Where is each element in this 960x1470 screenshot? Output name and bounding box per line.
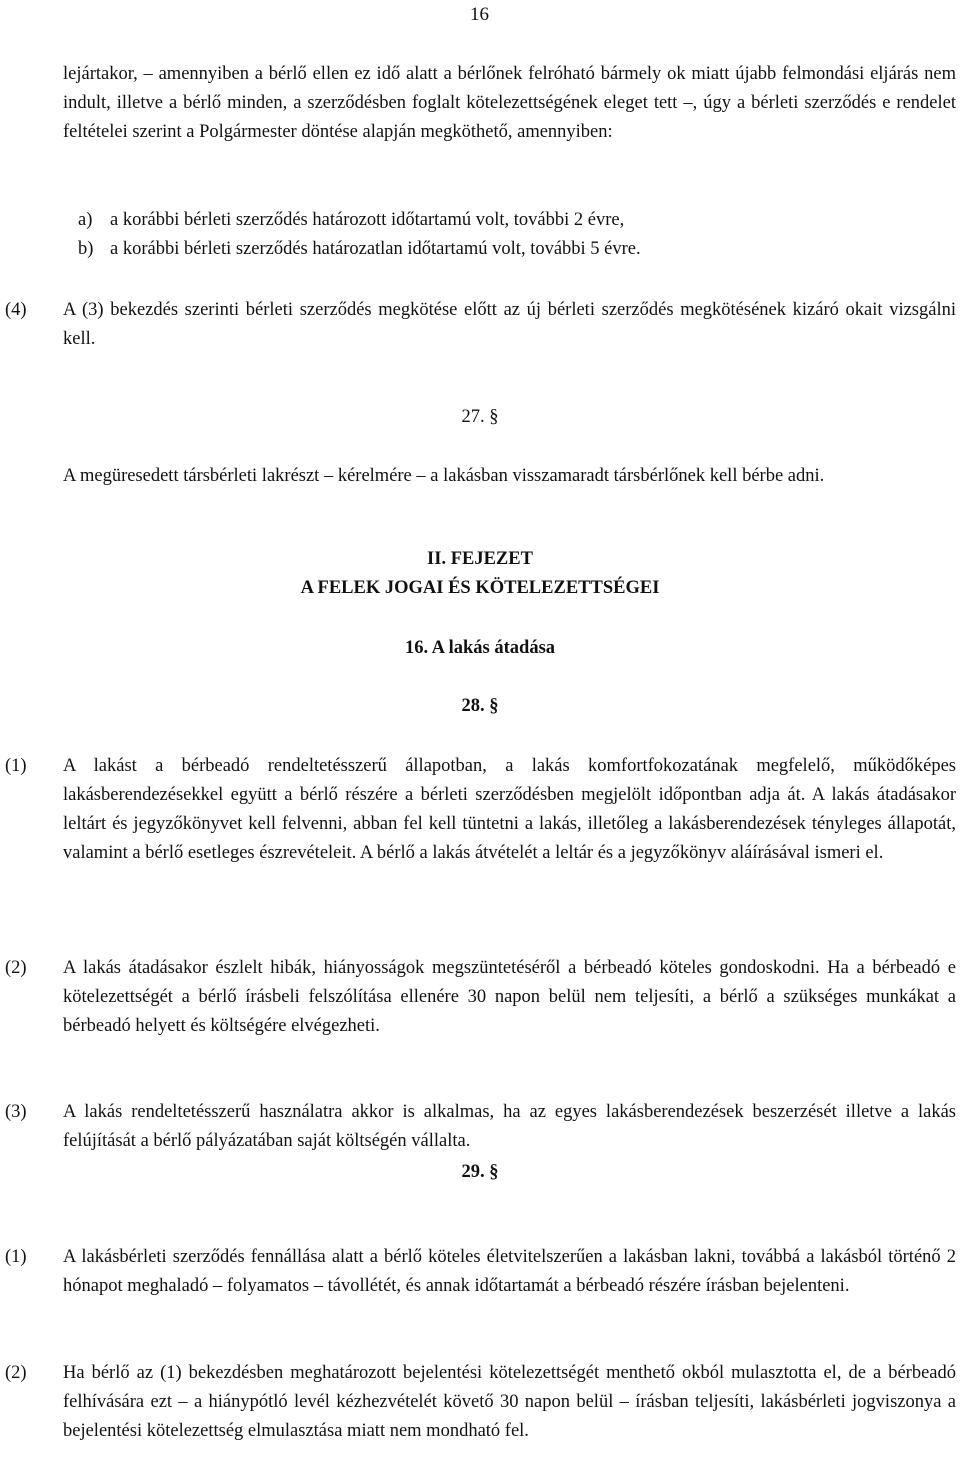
section-27-heading: 27. § <box>461 407 499 427</box>
chapter-number: II. FEJEZET <box>427 549 533 569</box>
paragraph-text: A lakás átadásakor észlelt hibák, hiányosságok megszüntetéséről a bérbeadó köteles gondoskodni. Ha a bérbeadó e kötelezettségét a bérlő írásbeli felszólítása ellenére 30 napon belül nem teljesíti, a bérlő a szükséges munkákat a bérbeadó helyett és költségére elvégezheti. <box>63 958 956 1036</box>
chapter-subtitle: 16. A lakás átadása <box>404 638 556 658</box>
paragraph-number: (2) <box>5 1363 27 1383</box>
intro-paragraph: lejártakor, – amennyiben a bérlő ellen ez idő alatt a bérlőnek felróható bármely ok miatt újabb felmondási eljárás nem indult, illetve a bérlő minden, a szerződésben foglalt kötelezettségének eleget tett –, úgy a bérleti szerződés e rendelet feltételei szerint a Polgármester döntése alapján megköthető, amennyiben: <box>63 64 956 142</box>
paragraph-number: (2) <box>5 958 27 978</box>
paragraph-number: (1) <box>5 756 27 776</box>
paragraph-text: A lakásbérleti szerződés fennállása alatt a bérlő köteles életvitelszerűen a lakásban lakni, továbbá a lakásból történő 2 hónapot meghaladó – folyamatos – távollétét, és annak időtartamát a bérbeadó részére írásban bejelenteni. <box>63 1247 956 1296</box>
paragraph-text: A (3) bekezdés szerinti bérleti szerződés megkötése előtt az új bérleti szerződés megkötésének kizáró okait vizsgálni kell. <box>63 300 956 349</box>
section-28-paragraph-2 <box>5 954 956 1041</box>
list-marker: a) <box>78 210 93 230</box>
list-item <box>78 235 641 264</box>
chapter-title: A FELEK JOGAI ÉS KÖTELEZETTSÉGEI <box>300 578 660 598</box>
section-28-paragraph-3 <box>5 1098 956 1156</box>
paragraph-text: A lakás rendeltetésszerű használatra akkor is alkalmas, ha az egyes lakásberendezések beszerzését illetve a lakás felújítását a bérlő pályázatában saját költségén vállalta. <box>63 1102 956 1151</box>
paragraph-number: (4) <box>5 300 27 320</box>
paragraph-text: A lakást a bérbeadó rendeltetésszerű állapotban, a lakás komfortfokozatának megfelelő, működőképes lakásberendezésekkel együtt a bérlő részére a bérleti szerződésben megjelölt időpontban adja át. A lakás átadásakor leltárt és jegyzőkönyvet kell felvenni, abban fel kell tüntetni a lakás, illetőleg a lakásberendezések tényleges állapotát, valamint a bérlő esetleges észrevételeit. A bérlő a lakás átvételét a leltár és a jegyzőkönyv aláírásával ismeri el. <box>63 756 956 863</box>
paragraph-4 <box>5 296 956 354</box>
paragraph-number: (3) <box>5 1102 27 1122</box>
section-29-heading: 29. § <box>461 1162 499 1182</box>
list-item <box>78 206 624 235</box>
section-29-paragraph-2 <box>5 1359 956 1446</box>
list-text: a korábbi bérleti szerződés határozatlan időtartamú volt, további 5 évre. <box>110 239 641 259</box>
section-28-paragraph-1 <box>5 752 956 868</box>
page-number: 16 <box>470 4 489 25</box>
paragraph-text: Ha bérlő az (1) bekezdésben meghatározott bejelentési kötelezettségét menthető okból mulasztotta el, de a bérbeadó felhívására ezt – a hiánypótló levél kézhezvételét követő 30 napon belül – írásban teljesíti, lakásbérleti jogviszonya a bejelentési kötelezettség elmulasztása miatt nem mondható fel. <box>63 1363 956 1441</box>
list-text: a korábbi bérleti szerződés határozott időtartamú volt, további 2 évre, <box>110 210 625 230</box>
section-27-text: A megüresedett társbérleti lakrészt – kérelmére – a lakásban visszamaradt társbérlőnek kell bérbe adni. <box>63 466 825 486</box>
section-29-paragraph-1 <box>5 1243 956 1301</box>
list-marker: b) <box>78 239 94 259</box>
paragraph-number: (1) <box>5 1247 27 1267</box>
section-28-heading: 28. § <box>461 696 499 716</box>
